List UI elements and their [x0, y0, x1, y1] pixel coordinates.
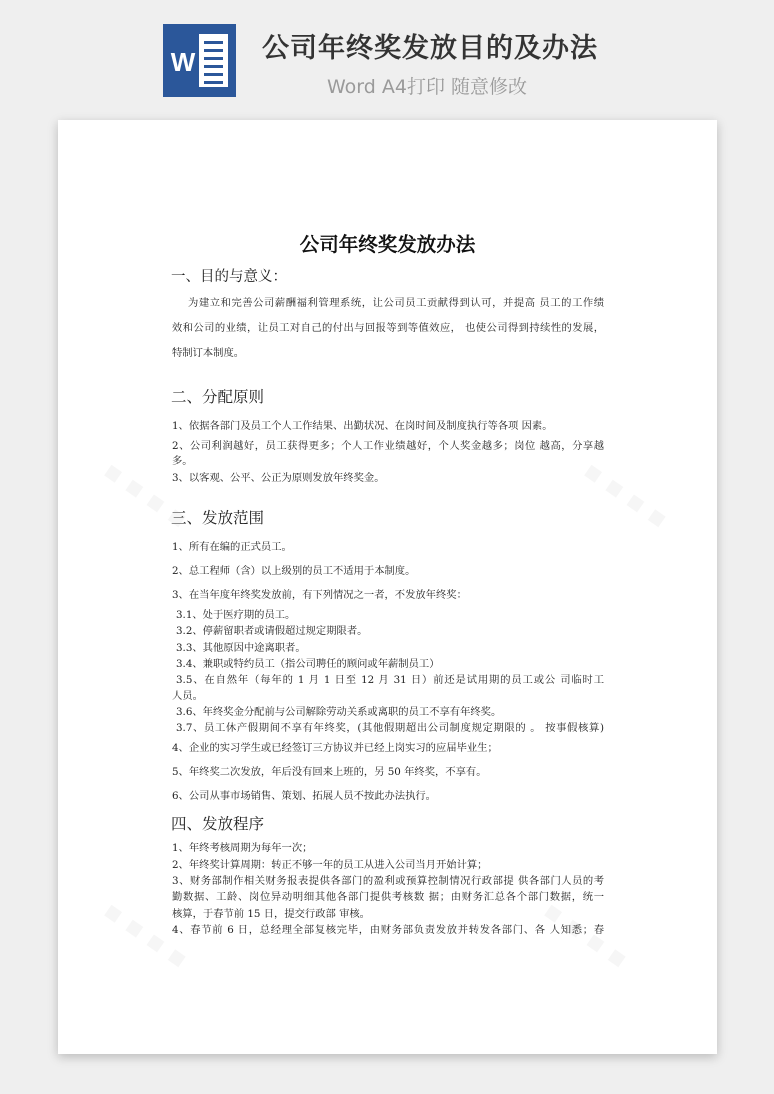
- banner-title: 公司年终奖发放目的及办法: [262, 33, 598, 64]
- paragraph-line: 4、企业的实习学生或已经签订三方协议并已经上岗实习的应届毕业生；: [172, 742, 498, 754]
- list-item: 3.7、员工休产假期间不享有年终奖，(其他假期超出公司制度规定期限的 。 按事假核算): [176, 722, 604, 734]
- section-heading: 三、发放范围: [171, 509, 265, 527]
- paragraph-line: 1、年终考核周期为每年一次；: [172, 842, 313, 854]
- list-item: 人员。: [172, 690, 203, 702]
- section-heading: 一、目的与意义：: [171, 269, 287, 285]
- section-heading: 二、分配原则: [171, 388, 265, 406]
- paragraph-line: 特制订本制度。: [172, 347, 245, 359]
- list-item: 3.1、处于医疗期的员工。: [176, 609, 296, 621]
- paragraph-line: 5、年终奖二次发放，年后没有回来上班的，另 50 年终奖，不享有。: [172, 766, 487, 778]
- paragraph-line: 3、财务部制作相关财务报表提供各部门的盈利或预算控制情况行政部提 供各部门人员的考: [172, 875, 604, 887]
- paragraph-line: 多。: [172, 455, 193, 467]
- paragraph-line: 核算，于春节前 15 日，提交行政部 审核。: [172, 908, 370, 920]
- list-item: 3.5、在自然年（每年的 1 月 1 日至 12 月 31 日）前还是试用期的员工或公 司临时工: [176, 674, 604, 686]
- document-title: 公司年终奖发放办法: [299, 233, 476, 256]
- paragraph-line: 1、依据各部门及员工个人工作结果、出勤状况、在岗时间及制度执行等各项 因素。: [172, 420, 553, 432]
- paragraph-line: 为建立和完善公司薪酬福利管理系统，让公司员工贡献得到认可，并提高 员工的工作绩: [188, 297, 604, 309]
- list-item: 3.3、其他原因中途离职者。: [176, 642, 306, 654]
- paragraph-line: 2、总工程师（含）以上级别的员工不适用于本制度。: [172, 565, 416, 577]
- paragraph-line: 3、以客观、公平、公正为原则发放年终奖金。: [172, 472, 385, 484]
- paragraph-line: 1、所有在编的正式员工。: [172, 541, 292, 553]
- list-item: 3.2、停薪留职者或请假超过规定期限者。: [176, 625, 368, 637]
- paragraph-line: 3、在当年度年终奖发放前，有下列情况之一者，不发放年终奖：: [172, 589, 467, 601]
- word-icon-letter: W: [170, 47, 196, 77]
- banner-header: [0, 0, 774, 118]
- paragraph-line: 效和公司的业绩，让员工对自己的付出与回报等到等值效应， 也使公司得到持续性的发展，: [172, 322, 604, 334]
- paragraph-line: 勤数据、工龄、岗位异动明细其他各部门提供考核数 据；由财务汇总各个部门数据，统一: [172, 891, 604, 903]
- paragraph-line: 4、春节前 6 日，总经理全部复核完毕，由财务部负责发放并转发各部门、各 人知悉；春: [172, 924, 604, 936]
- section-heading: 四、发放程序: [171, 815, 265, 833]
- list-item: 3.4、兼职或特约员工（指公司聘任的顾问或年薪制员工）: [176, 658, 440, 670]
- list-item: 3.6、年终奖金分配前与公司解除劳动关系或离职的员工不享有年终奖。: [176, 706, 502, 718]
- paragraph-line: 2、公司利润越好，员工获得更多；个人工作业绩越好，个人奖金越多；岗位 越高，分享越: [172, 440, 604, 452]
- banner-subtitle: Word A4打印 随意修改: [327, 76, 528, 98]
- watermark: [578, 455, 673, 534]
- word-document-icon: [163, 24, 236, 97]
- paragraph-line: 2、年终奖计算周期：转正不够一年的员工从进入公司当月开始计算；: [172, 859, 488, 871]
- document-page: [58, 120, 717, 1054]
- paragraph-line: 6、公司从事市场销售、策划、拓展人员不按此办法执行。: [172, 790, 436, 802]
